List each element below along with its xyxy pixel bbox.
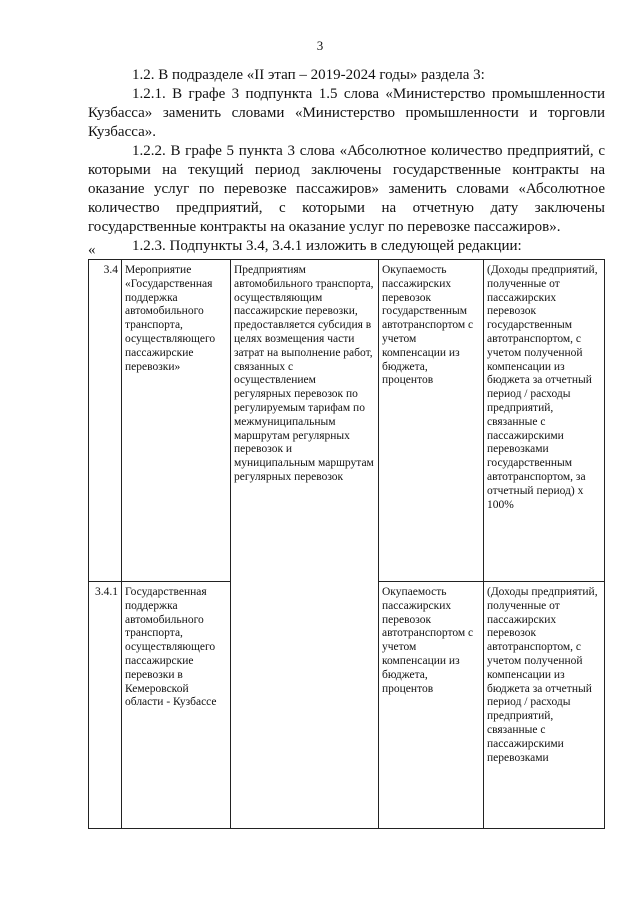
formula-cell: (Доходы предприятий, полученные от пассажирских перевозок автотранспортом, с учетом полученной компенсации из бюджета за отчетный период / расходы предприятий, связанные с пассажирскими перевозками (484, 582, 605, 829)
subitems-table (88, 259, 605, 829)
measure-cell: Мероприятие «Государственная поддержка автомобильного транспорта, осуществляющего пассажирские перевозки» (122, 260, 231, 582)
paragraph-1-2-2: 1.2.2. В графе 5 пункта 3 слова «Абсолютное количество предприятий, с которыми на текущий период заключены государственные контракты на оказание услуг по перевозке пассажиров» заменить словами «Абсолютное количество предприятий, с которыми на отчетную дату заключены государственные контракты на оказание услуг по перевозке пассажиров». (88, 143, 605, 235)
formula-cell: (Доходы предприятий, полученные от пассажирских перевозок государственным автотранспортом, с учетом полученной компенсации из бюджета за отчетный период / расходы предприятий, связанные с пассажирскими перевозками государственным автотранспортом, за отчетный период) х 100% (484, 260, 605, 582)
document-body (88, 66, 605, 256)
row-number: 3.4.1 (89, 582, 122, 829)
indicator-cell: Окупаемость пассажирских перевозок автотранспортом с учетом компенсации из бюджета, процентов (379, 582, 484, 829)
table-row (89, 260, 605, 582)
paragraph-1-2: 1.2. В подразделе «II этап – 2019-2024 годы» раздела 3: (132, 67, 485, 83)
indicator-cell: Окупаемость пассажирских перевозок государственным автотранспортом с учетом компенсации из бюджета, процентов (379, 260, 484, 582)
page-number: 3 (316, 38, 324, 53)
row-number: 3.4 (89, 260, 122, 582)
measure-cell: Государственная поддержка автомобильного транспорта, осуществляющего пассажирские перевозки в Кемеровской области - Кузбассе (122, 582, 231, 829)
opening-quote: « (88, 242, 96, 258)
paragraph-1-2-1: 1.2.1. В графе 3 подпункта 1.5 слова «Министерство промышленности Кузбасса» заменить словами «Министерство промышленности и торговли Кузбасса». (88, 86, 605, 140)
description-cell: Предприятиям автомобильного транспорта, осуществляющим пассажирские перевозки, предоставляется субсидия в целях возмещения части затрат на выполнение работ, связанных с осуществлением регулярных перевозок по регулируемым тарифам по межмуниципальным маршрутам регулярных перевозок и муниципальным маршрутам регулярных перевозок (231, 260, 379, 829)
paragraph-1-2-3: 1.2.3. Подпункты 3.4, 3.4.1 изложить в следующей редакции: (132, 238, 522, 254)
